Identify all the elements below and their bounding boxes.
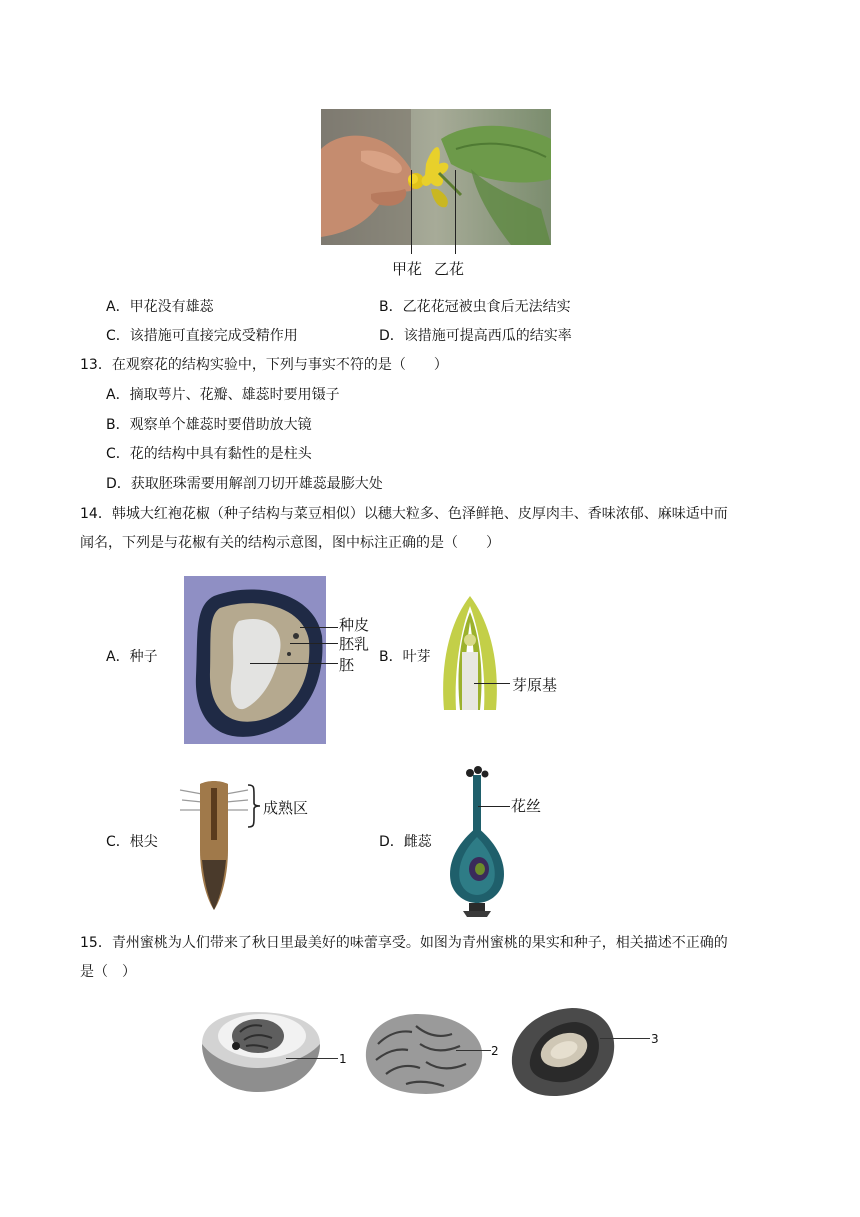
peach-leader-line-1 (286, 1058, 338, 1059)
q13-option-c: C．花的结构中具有黏性的是柱头 (106, 446, 312, 462)
q14-option-b: B．叶芽 (379, 649, 431, 665)
q15-stem-line2: 是（ ） (80, 964, 136, 980)
pit-leader-line-2 (456, 1050, 491, 1051)
seed-leader-line-3b (600, 1038, 650, 1039)
q12-option-a: A．甲花没有雄蕊 (106, 299, 214, 315)
q13-option-b: B．观察单个雄蕊时要借助放大镜 (106, 417, 312, 433)
q13-option-d: D．获取胚珠需要用解剖刀切开雄蕊最膨大处 (106, 476, 383, 492)
peach-pit-image (356, 1008, 488, 1098)
leader-line-yi (455, 170, 456, 254)
label-seed-coat: 种皮 (339, 616, 370, 634)
q14-stem-line1: 14．韩城大红袍花椒（种子结构与菜豆相似）以穗大粒多、色泽鲜艳、皮厚肉丰、香味浓郁、麻味适中而 (80, 506, 728, 522)
pistil-image (443, 765, 511, 917)
q14-option-c: C．根尖 (106, 834, 158, 850)
root-tip-image (178, 780, 250, 914)
q14-option-a: A．种子 (106, 649, 158, 665)
label-seed-3: 3 (651, 1032, 659, 1046)
label-maturation-zone: 成熟区 (263, 799, 309, 817)
q14-stem-line2: 闻名，下列是与花椒有关的结构示意图，图中标注正确的是（ ） (80, 535, 500, 551)
seed-leader-line-1 (300, 627, 338, 628)
filament-leader-line (478, 806, 510, 807)
label-embryo: 胚 (339, 656, 355, 674)
q13-option-a: A．摘取萼片、花瓣、雄蕊时要用镊子 (106, 387, 340, 403)
q13-stem: 13．在观察花的结构实验中，下列与事实不符的是（ ） (80, 357, 448, 373)
label-filament: 花丝 (511, 797, 542, 815)
maturation-zone-brace (246, 783, 262, 829)
label-endosperm: 胚乳 (339, 635, 370, 653)
peach-fruit-image (196, 1004, 326, 1096)
pollination-photo (321, 109, 551, 245)
label-pit-2: 2 (491, 1044, 499, 1058)
bud-leader-line (474, 683, 510, 684)
q15-stem-line1: 15．青州蜜桃为人们带来了秋日里最美好的味蕾享受。如图为青州蜜桃的果实和种子，相关描述不正确的 (80, 935, 728, 951)
seed-leader-line-3 (250, 663, 338, 664)
q14-option-d: D．雌蕊 (379, 834, 432, 850)
figure-label-yi: 乙花 (434, 260, 465, 278)
q12-option-b: B．乙花花冠被虫食后无法结实 (379, 299, 571, 315)
seed-section-image (184, 576, 326, 744)
figure-label-jia: 甲花 (392, 260, 423, 278)
q12-option-d: D．该措施可提高西瓜的结实率 (379, 328, 572, 344)
label-bud-primordium: 芽原基 (512, 676, 558, 694)
leader-line-jia (411, 170, 412, 254)
peach-seed-image (506, 1004, 618, 1100)
label-peach-1: 1 (339, 1052, 347, 1066)
leaf-bud-image (436, 592, 504, 716)
q12-option-c: C．该措施可直接完成受精作用 (106, 328, 298, 344)
seed-leader-line-2 (290, 643, 338, 644)
